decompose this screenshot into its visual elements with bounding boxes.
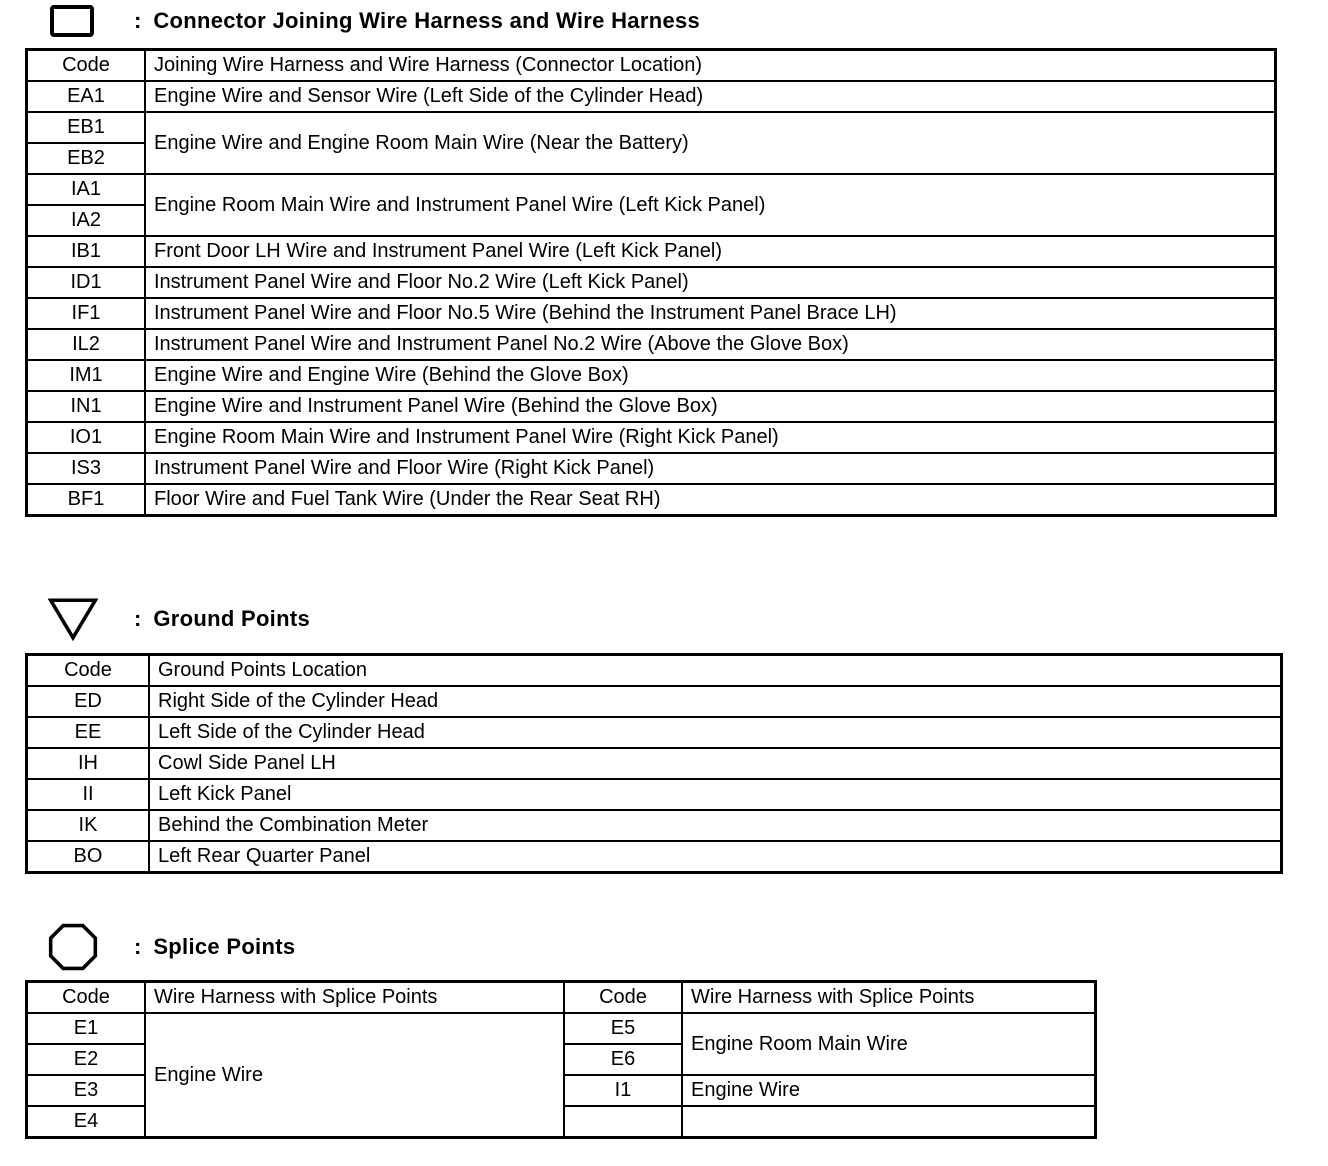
table-row [27,748,1281,779]
table-row [27,779,1281,810]
ground-code: IK [27,810,149,841]
connector-code: IA1 [27,174,145,205]
connector-code: EB2 [27,143,145,174]
table-row [27,360,1275,391]
ground-code: BO [27,841,149,872]
ground-code: II [27,779,149,810]
connector-location: Instrument Panel Wire and Floor No.2 Wire (Left Kick Panel) [145,267,1275,298]
connector-location: Engine Wire and Engine Wire (Behind the Glove Box) [145,360,1275,391]
splice-code: I1 [564,1075,682,1106]
table-row [27,686,1281,717]
table-row [27,391,1275,422]
section-title: Ground Points [153,606,310,631]
octagon-icon [48,919,98,975]
table-header-row [27,982,1095,1013]
connector-location: Instrument Panel Wire and Floor No.5 Wire (Behind the Instrument Panel Brace LH) [145,298,1275,329]
ground-section-heading [48,594,310,644]
table-row [27,174,1275,205]
connector-location: Instrument Panel Wire and Instrument Panel No.2 Wire (Above the Glove Box) [145,329,1275,360]
ground-location: Left Kick Panel [149,779,1281,810]
column-header-code: Code [27,982,145,1013]
connector-code: IF1 [27,298,145,329]
splice-harness: Engine Room Main Wire [682,1013,1095,1075]
column-header-harness: Wire Harness with Splice Points [145,982,564,1013]
ground-code: ED [27,686,149,717]
connector-code: BF1 [27,484,145,515]
splice-code: E3 [27,1075,145,1106]
connector-section-heading [48,4,700,38]
table-header-row [27,50,1275,81]
table-row [27,236,1275,267]
column-header-code: Code [27,50,145,81]
section-colon: : [134,934,142,959]
table-row [27,329,1275,360]
connector-code: IA2 [27,205,145,236]
connector-location: Front Door LH Wire and Instrument Panel Wire (Left Kick Panel) [145,236,1275,267]
section-colon: : [134,606,142,631]
connector-location: Engine Wire and Instrument Panel Wire (Behind the Glove Box) [145,391,1275,422]
connector-location: Engine Wire and Engine Room Main Wire (Near the Battery) [145,112,1275,174]
table-row [27,484,1275,515]
splice-harness: Engine Wire [145,1013,564,1137]
splice-code: E1 [27,1013,145,1044]
splice-code: E4 [27,1106,145,1137]
connector-code: IM1 [27,360,145,391]
column-header-location: Ground Points Location [149,655,1281,686]
splice-code: E6 [564,1044,682,1075]
splice-code [564,1106,682,1137]
connector-location: Floor Wire and Fuel Tank Wire (Under the Rear Seat RH) [145,484,1275,515]
connector-location: Instrument Panel Wire and Floor Wire (Right Kick Panel) [145,453,1275,484]
ground-code: IH [27,748,149,779]
table-row [27,298,1275,329]
splice-harness [682,1106,1095,1137]
table-row [27,717,1281,748]
splice-code: E5 [564,1013,682,1044]
ground-location: Left Side of the Cylinder Head [149,717,1281,748]
connector-code: IN1 [27,391,145,422]
section-title: Splice Points [153,934,296,959]
table-row [27,267,1275,298]
ground-code: EE [27,717,149,748]
section-colon: : [134,8,142,33]
ground-location: Cowl Side Panel LH [149,748,1281,779]
table-row [27,112,1275,143]
connector-code: EB1 [27,112,145,143]
square-icon [48,4,98,38]
table-row [27,841,1281,872]
connector-location: Engine Wire and Sensor Wire (Left Side of the Cylinder Head) [145,81,1275,112]
column-header-code: Code [27,655,149,686]
connector-code: IO1 [27,422,145,453]
ground-table [26,654,1282,873]
table-header-row [27,655,1281,686]
table-row [27,810,1281,841]
connector-code: IS3 [27,453,145,484]
splice-section-heading [48,919,295,975]
table-row [27,453,1275,484]
connector-code: IL2 [27,329,145,360]
splice-code: E2 [27,1044,145,1075]
connector-code: IB1 [27,236,145,267]
ground-location: Right Side of the Cylinder Head [149,686,1281,717]
table-row [27,422,1275,453]
connector-location: Engine Room Main Wire and Instrument Panel Wire (Right Kick Panel) [145,422,1275,453]
connector-code: ID1 [27,267,145,298]
triangle-down-icon [48,594,98,644]
column-header-harness: Wire Harness with Splice Points [682,982,1095,1013]
connector-code: EA1 [27,81,145,112]
ground-location: Left Rear Quarter Panel [149,841,1281,872]
section-title: Connector Joining Wire Harness and Wire Harness [153,8,701,33]
splice-table [26,981,1096,1138]
splice-harness: Engine Wire [682,1075,1095,1106]
column-header-code: Code [564,982,682,1013]
connector-table [26,49,1276,516]
column-header-location: Joining Wire Harness and Wire Harness (Connector Location) [145,50,1275,81]
ground-location: Behind the Combination Meter [149,810,1281,841]
table-row [27,1013,1095,1044]
table-row [27,81,1275,112]
connector-location: Engine Room Main Wire and Instrument Panel Wire (Left Kick Panel) [145,174,1275,236]
